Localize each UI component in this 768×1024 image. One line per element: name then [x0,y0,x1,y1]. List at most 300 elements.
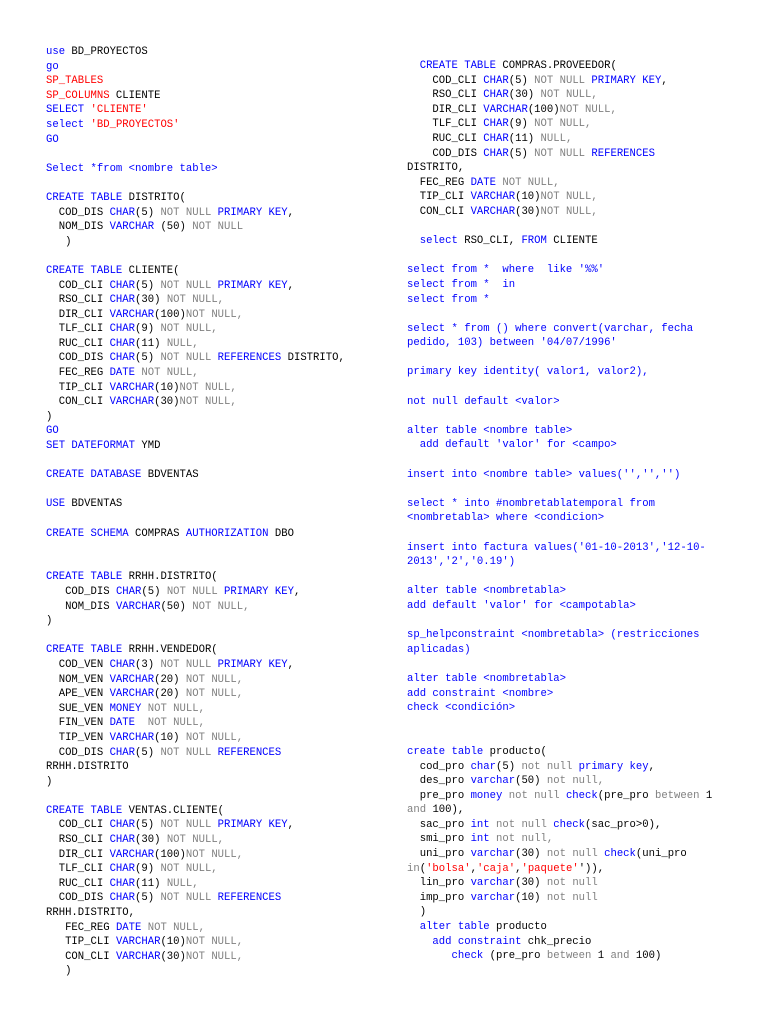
code-line [46,891,396,906]
code-line [46,366,396,381]
code-token: NOT NULL [192,221,244,234]
code-token: (11) [508,132,541,145]
code-token: FIN_VEN [46,717,110,730]
code-token: CHAR [483,132,509,145]
code-token: 1 [597,950,611,963]
code-token: ) [46,775,53,788]
code-token: check [565,789,598,802]
code-token: COD_CLI [407,74,484,87]
code-line [46,89,396,104]
code-token: CON_CLI [46,396,110,409]
code-token: alter table <nombretabla> [407,672,566,685]
code-token: VARCHAR [109,396,155,409]
code-line [46,220,396,235]
code-line [407,351,747,366]
code-token: producto( [483,745,547,758]
code-token: , [293,585,301,598]
code-token: COD_CLI [46,819,110,832]
code-token: VARCHAR [470,191,516,204]
code-token: (5) [135,819,161,832]
code-token: NOM_DIS [46,221,110,234]
code-token: CLIENTE [109,89,161,102]
code-token: primary key identity( valor1, valor2), [407,366,649,379]
code-token: VENTAS.CLIENTE( [122,804,225,817]
code-token: NOT NULL [160,658,218,671]
code-token: CREATE TABLE [46,804,123,817]
code-token: VARCHAR [115,950,161,963]
code-line [46,702,396,717]
code-line [407,380,747,395]
code-token: NOT NULL, [185,308,244,321]
code-line [407,59,747,74]
code-line [46,789,396,804]
code-token: NOT NULL, [147,921,205,934]
code-token: (30) [135,294,167,307]
code-line [407,774,747,789]
code-token: PRIMARY KEY [217,658,288,671]
code-token: check [553,818,586,831]
code-line [407,103,747,118]
code-line [46,731,396,746]
code-token: TIP_CLI [46,936,116,949]
code-token: VARCHAR [109,308,155,321]
code-token: (20) [154,688,186,701]
code-token: RUC_CLI [46,337,110,350]
code-token: (11) [135,877,167,890]
code-token: add constraint [407,935,522,948]
code-token: between [654,789,706,802]
code-token: 100), [432,804,465,817]
code-line [46,600,396,615]
code-line [407,161,747,176]
code-line [46,410,396,425]
code-token: RRHH.DISTRITO [46,761,129,774]
code-token: (5) [135,352,161,365]
code-token: NOT NULL, [185,936,244,949]
code-token: not null [496,818,554,831]
code-token: check <condición> [407,702,516,715]
code-token: select * into #nombretablatemporal from [407,497,655,510]
code-token: check [604,848,636,861]
code-token: (30) [515,205,541,218]
code-token: FEC_REG [46,921,116,934]
code-token: CHAR [115,585,142,598]
code-line [46,629,396,644]
code-line [407,453,747,468]
code-token: ) [46,235,72,248]
code-line [46,308,396,323]
code-token: ) [407,906,427,919]
code-line [407,935,747,950]
code-token: VARCHAR [470,205,516,218]
code-token: CHAR [109,294,136,307]
code-token: sp_helpconstraint <nombretabla> (restricciones [407,629,700,642]
code-line [407,88,747,103]
code-token: pedido, 103) between '04/07/1996' [407,337,617,350]
code-token: (30) [508,89,541,102]
code-token: varchar [470,877,516,890]
code-token: SET DATEFORMAT [46,440,136,453]
code-token: NOT NULL, [179,396,237,409]
code-token: not null [546,848,605,861]
code-token: NOT NULL, [502,176,560,189]
code-token: , [470,862,477,875]
code-line [46,848,396,863]
code-token: DATE [470,176,503,189]
code-token: 'bolsa' [426,862,471,875]
code-token: varchar [470,848,516,861]
code-token: CREATE TABLE [46,644,123,657]
code-line [407,541,747,556]
code-line [46,176,396,191]
code-line [46,804,396,819]
code-token: , [287,658,294,671]
code-token: CHAR [109,323,136,336]
code-line [46,454,396,469]
code-line [46,118,396,133]
code-line [407,220,747,235]
code-token: (5) [508,147,535,160]
code-line [407,949,747,964]
code-token: SP_TABLES [46,75,104,88]
code-token: CHAR [109,892,136,905]
code-token: add constraint <nombre> [407,687,554,700]
code-token: not null default <valor> [407,395,560,408]
code-token: SP_COLUMNS [46,89,110,102]
code-line [46,570,396,585]
code-token: money [470,789,509,802]
code-line [46,935,396,950]
code-token: CON_CLI [46,950,116,963]
code-token: RUC_CLI [407,132,484,145]
code-token: primary key [578,760,649,773]
code-line [46,541,396,556]
code-token: cod_pro [407,760,471,773]
code-token: (5) [496,760,522,773]
code-token: alter table <nombretabla> [407,585,566,598]
code-token: Select *from <nombre table> [46,162,218,175]
code-line [407,176,747,191]
code-token: NOT NULL, [185,848,244,861]
code-token: DATE [109,367,142,380]
code-token: NOT NULL, [147,717,205,730]
code-token: TIP_CLI [407,191,471,204]
code-line [407,789,747,804]
code-token: NOT NULL, [141,367,199,380]
code-token: REFERENCES [217,892,282,905]
code-line [46,74,396,89]
code-token: not null [521,760,579,773]
code-token: and [610,950,636,963]
code-token: (pre_pro [597,789,655,802]
code-token: COD_DIS [46,746,110,759]
code-line [46,45,396,60]
code-token: NOT NULL [160,279,218,292]
code-token: (5) [135,206,161,219]
code-token: NOT NULL [160,206,218,219]
code-token: CHAR [109,877,136,890]
code-token: APE_VEN [46,688,110,701]
code-token: (100) [527,103,560,116]
code-token: NOT NULL, [540,89,598,102]
code-token: SUE_VEN [46,702,110,715]
code-token: and [407,804,433,817]
code-token: CHAR [109,863,136,876]
code-token: <nombretabla> where <condicion> [407,512,605,525]
code-line [46,921,396,936]
code-token: DIR_CLI [46,848,110,861]
code-token: COD_VEN [46,658,110,671]
code-line [407,249,747,264]
code-token: int [470,833,497,846]
code-token: CHAR [483,89,509,102]
code-token: , [648,760,655,773]
code-line [407,920,747,935]
code-line [407,818,747,833]
code-line [46,746,396,761]
code-token: REFERENCES [591,147,655,160]
code-line [46,950,396,965]
code-token: DATE [115,921,148,934]
code-line [407,497,747,512]
code-token: des_pro [407,775,471,788]
code-line [407,730,747,745]
code-token: chk_precio [521,935,592,948]
code-token: COD_DIS [46,585,116,598]
code-line [46,279,396,294]
code-token: FEC_REG [46,367,110,380]
code-token: BDVENTAS [65,498,123,511]
code-token: PRIMARY KEY [217,279,288,292]
code-token: (30) [135,834,167,847]
code-line [407,365,747,380]
code-line [46,337,396,352]
code-token: not null [508,789,566,802]
code-token: NOT NULL, [147,702,205,715]
code-line [407,424,747,439]
code-token: GO [46,425,59,438]
code-line [46,424,396,439]
code-token: CHAR [109,819,136,832]
code-token: not null, [546,775,605,788]
code-token: , [287,819,294,832]
code-token: (100) [154,848,186,861]
code-token: CREATE DATABASE [46,469,142,482]
code-token: NOT NULL, [160,323,218,336]
code-line [46,964,396,979]
code-token: not null [546,891,598,904]
code-token: (pre_pro [483,950,547,963]
code-token: ')), [578,862,605,875]
code-line [407,336,747,351]
code-token: FROM [521,235,547,248]
code-token: lin_pro [407,877,471,890]
code-line [46,906,396,921]
code-token: COD_DIS [407,147,484,160]
code-token: VARCHAR [483,103,528,116]
code-token: (30) [515,877,547,890]
code-token: PRIMARY KEY [217,206,288,219]
code-token: NOT NULL, [185,688,244,701]
code-token: USE [46,498,66,511]
code-token: YMD [135,440,161,453]
code-token: VARCHAR [109,221,155,234]
code-line [46,775,396,790]
code-line [46,483,396,498]
code-token: select from * in [407,278,516,291]
code-token: NULL, [540,132,573,145]
code-token: ) [46,410,53,423]
code-token: select from * where like '%%' [407,264,605,277]
code-line [407,555,747,570]
code-token: CHAR [483,118,509,131]
code-token: imp_pro [407,891,471,904]
code-line [407,657,747,672]
code-line [46,643,396,658]
code-token: TLF_CLI [407,118,484,131]
code-token: int [470,818,497,831]
code-token: (5) [141,585,167,598]
code-token: uni_pro [407,848,471,861]
code-token: in [407,862,420,875]
code-token: (11) [135,337,167,350]
code-line [46,497,396,512]
code-token: , [287,279,294,292]
code-token: ) [46,615,53,628]
code-token: BD_PROYECTOS [65,46,148,58]
code-token: DIR_CLI [407,103,484,116]
code-line [407,687,747,702]
code-token: PRIMARY KEY [224,585,294,598]
code-token: create table [407,745,484,758]
code-line [46,614,396,629]
code-line [46,322,396,337]
code-token: NOT NULL, [185,950,244,963]
code-token: RRHH.DISTRITO, [46,907,136,920]
code-token: (sac_pro>0), [585,818,662,831]
code-token: RSO_CLI [46,834,110,847]
code-line [407,862,747,877]
code-token: insert into factura values('01-10-2013','12-10- [407,541,706,554]
code-line [407,117,747,132]
code-line [46,60,396,75]
code-token: NOT NULL, [540,205,598,218]
code-token: RRHH.VENDEDOR( [122,644,218,657]
code-line [407,395,747,410]
code-line [46,877,396,892]
code-line [46,468,396,483]
code-token: (10) [160,936,186,949]
code-token: ( [419,862,427,875]
code-token: smi_pro [407,833,471,846]
code-line [46,162,396,177]
code-line [46,439,396,454]
code-line [407,672,747,687]
code-token: (uni_pro [635,848,687,861]
code-token: NOT NULL, [166,294,225,307]
code-token: 'BD_PROYECTOS' [90,118,180,131]
code-token: TLF_CLI [46,863,110,876]
code-token: VARCHAR [115,600,161,613]
code-token: CREATE TABLE [407,60,497,72]
code-token: SELECT [46,104,91,117]
code-line [407,628,747,643]
code-token: NULL, [166,337,199,350]
code-token: 1 [705,789,713,802]
code-token: not null [546,877,598,890]
code-token: 'CLIENTE' [90,104,148,117]
code-token: CREATE TABLE [46,571,123,584]
code-token: VARCHAR [109,381,155,394]
code-token: TLF_CLI [46,323,110,336]
code-token: (10) [515,191,541,204]
code-line [407,526,747,541]
code-token: (5) [135,279,161,292]
code-line [46,833,396,848]
code-token: CHAR [109,206,136,219]
code-line [407,205,747,220]
code-line [407,482,747,497]
code-token: (5) [508,74,535,87]
code-line [46,191,396,206]
code-token: (5) [135,746,161,759]
code-line [407,293,747,308]
code-line [407,876,747,891]
code-token: ) [46,965,72,978]
code-token: NOT NULL [534,74,592,87]
code-token: check [407,950,484,963]
code-token: CON_CLI [407,205,471,218]
code-token: NOT NULL, [185,731,244,744]
code-token: TIP_VEN [46,731,110,744]
code-token: (20) [154,673,186,686]
code-token: COD_DIS [46,892,110,905]
code-token: COMPRAS [128,527,186,540]
code-line [407,891,747,906]
code-line [46,103,396,118]
code-line [46,381,396,396]
code-token: (9) [135,323,161,336]
code-token: NOT NULL [160,819,218,832]
code-line [46,716,396,731]
code-token: (10) [154,381,180,394]
code-token: , [287,206,294,219]
code-token: use [46,46,66,58]
code-token: insert into <nombre table> values('','','') [407,468,681,481]
code-token: alter table [407,921,490,934]
code-token: between [546,950,598,963]
code-line [407,832,747,847]
code-token: varchar [470,891,516,904]
code-line [407,278,747,293]
code-token: NOM_VEN [46,673,110,686]
code-line [407,760,747,775]
code-token: DISTRITO, [281,352,345,365]
code-token: BDVENTAS [141,469,199,482]
code-token: pre_pro [407,789,471,802]
code-token: (3) [135,658,161,671]
code-token: MONEY [109,702,148,715]
code-line [46,264,396,279]
code-token: aplicadas) [407,643,471,656]
code-token: 'caja' [476,862,516,875]
code-token: NULL, [166,877,199,890]
code-line [46,527,396,542]
code-token: (9) [508,118,535,131]
code-line [46,512,396,527]
code-token: DBO [268,527,294,540]
code-line [407,847,747,862]
